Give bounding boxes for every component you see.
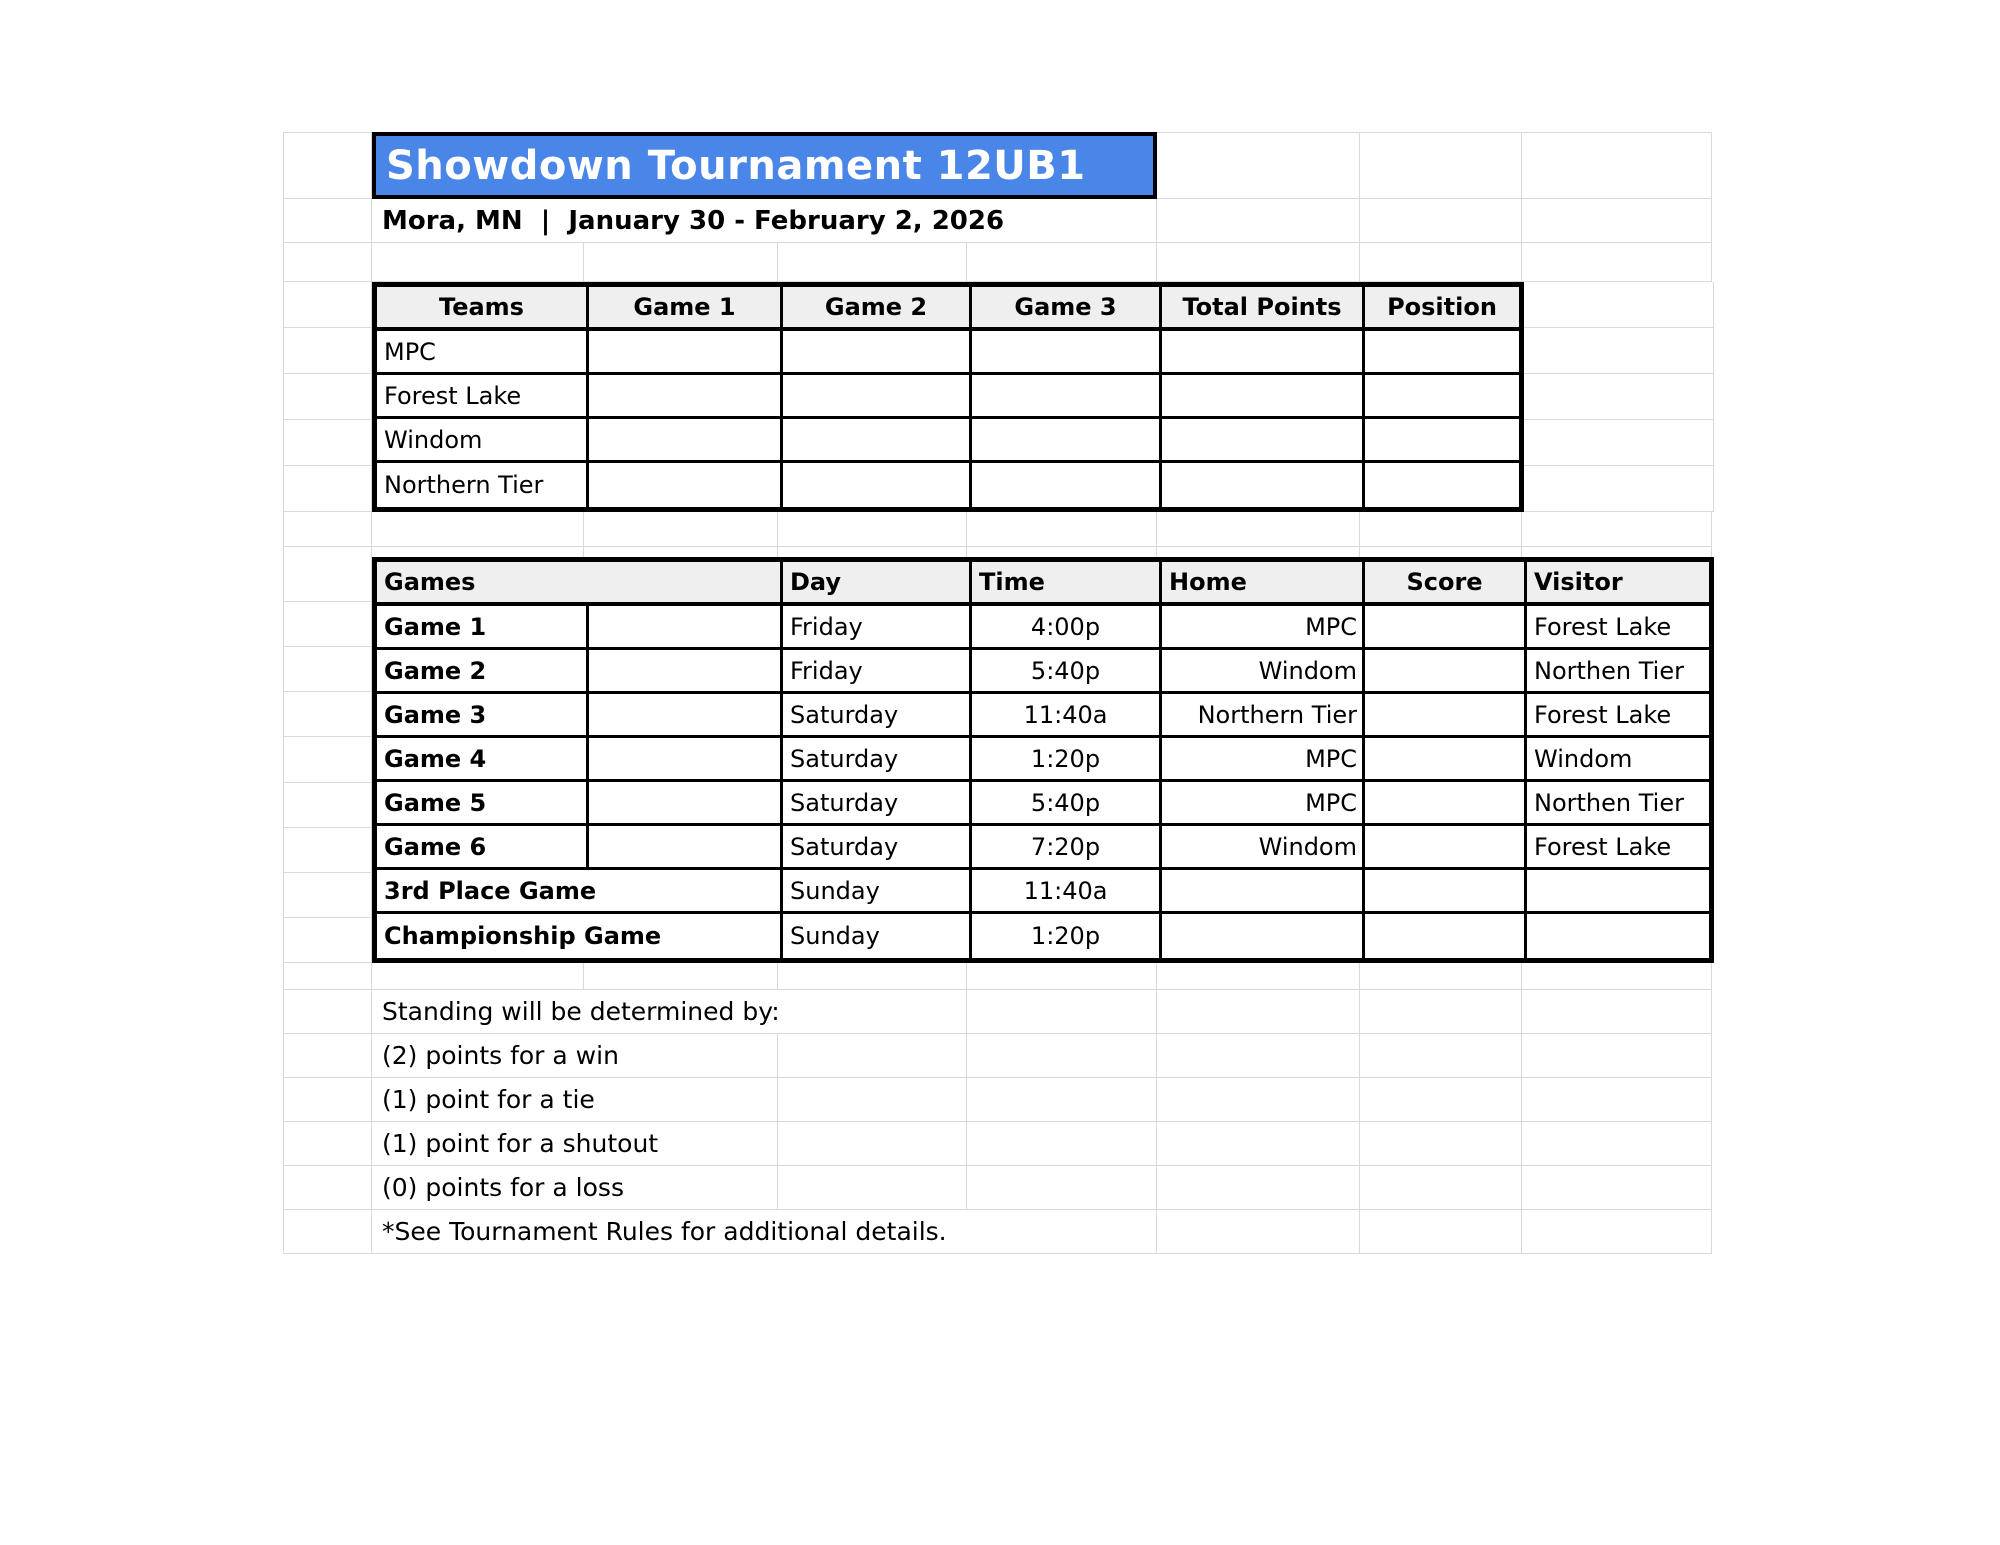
empty-cell [372,512,584,547]
empty-cell [589,782,783,826]
standings-rule-row [283,1034,1714,1078]
column-header-game2: Game 2 [783,287,972,331]
empty-cell [967,1034,1157,1078]
empty-cell [778,1166,967,1210]
standings-heading: Standing will be determined by: [372,990,967,1034]
day-cell: Saturday [783,826,972,870]
empty-cell [778,1122,967,1166]
score-cell [1365,694,1527,738]
empty-cell [1522,1210,1712,1254]
empty-cell [589,606,783,650]
score-entry-cell [972,463,1162,507]
empty-row [283,243,1714,282]
empty-cell [1360,243,1522,282]
empty-cell [283,647,372,692]
empty-cell [1522,1122,1712,1166]
team-row [377,331,1519,375]
empty-cell [1524,282,1714,328]
column-header-time: Time [972,562,1162,606]
game-row [377,826,1709,870]
score-entry-cell [783,331,972,375]
empty-cell [584,243,778,282]
empty-cell [1157,963,1360,990]
team-row [377,375,1519,419]
empty-cell [1360,199,1522,243]
empty-cell [283,1078,372,1122]
empty-cell [1522,199,1712,243]
empty-cell [283,420,372,466]
empty-cell [283,828,372,873]
empty-cell [589,826,783,870]
visitor-cell: Northen Tier [1527,650,1709,694]
empty-cell [589,650,783,694]
empty-cell [1157,990,1360,1034]
empty-cell [1522,1034,1712,1078]
home-cell: Windom [1162,826,1365,870]
home-cell: MPC [1162,782,1365,826]
empty-cell [1524,328,1714,374]
empty-cell [584,512,778,547]
standings-rule-loss: (0) points for a loss [372,1166,778,1210]
empty-cell [967,963,1157,990]
empty-cell [1524,420,1714,466]
empty-cell [1157,547,1360,557]
position-cell [1365,331,1519,375]
empty-cell [1522,1166,1712,1210]
standings-rule-row [283,1078,1714,1122]
empty-cell [1360,990,1522,1034]
visitor-cell [1527,914,1709,958]
empty-cell [584,963,778,990]
position-cell [1365,375,1519,419]
day-cell: Friday [783,606,972,650]
empty-cell [1522,1078,1712,1122]
home-cell: MPC [1162,738,1365,782]
empty-cell [1360,963,1522,990]
home-cell: Windom [1162,650,1365,694]
day-cell: Saturday [783,738,972,782]
game-row [377,606,1709,650]
empty-cell [1522,963,1712,990]
column-header-day: Day [783,562,972,606]
home-cell: Northern Tier [1162,694,1365,738]
score-entry-cell [589,463,783,507]
game-row [377,650,1709,694]
column-header-game3: Game 3 [972,287,1162,331]
empty-cell [283,466,372,512]
empty-cell [1157,1166,1360,1210]
score-entry-cell [972,331,1162,375]
game-row [377,870,1709,914]
empty-cell [283,873,372,918]
standings-rule-row [283,1166,1714,1210]
visitor-cell: Forest Lake [1527,826,1709,870]
standings-rule-tie: (1) point for a tie [372,1078,778,1122]
column-header-position: Position [1365,287,1519,331]
game-row [377,694,1709,738]
empty-cell [283,990,372,1034]
empty-cell [372,547,584,557]
empty-cell [283,557,372,602]
team-row [377,463,1519,507]
empty-cell [283,132,372,199]
home-cell [1162,914,1365,958]
column-header-total-points: Total Points [1162,287,1365,331]
empty-cell [372,243,584,282]
empty-cell [1522,132,1712,199]
game-label-cell: Game 3 [377,694,589,738]
score-entry-cell [589,331,783,375]
standings-rule-win: (2) points for a win [372,1034,778,1078]
empty-cell [589,738,783,782]
game-row [377,782,1709,826]
empty-cell [283,512,372,547]
team-name-cell: Forest Lake [377,375,589,419]
day-cell: Sunday [783,870,972,914]
visitor-cell: Forest Lake [1527,694,1709,738]
empty-cell [283,199,372,243]
game-label-cell: Game 5 [377,782,589,826]
standings-rule-shutout: (1) point for a shutout [372,1122,778,1166]
visitor-cell: Windom [1527,738,1709,782]
empty-cell [283,783,372,828]
score-cell [1365,738,1527,782]
time-cell: 5:40p [972,782,1162,826]
empty-cell [372,963,584,990]
empty-cell [283,1166,372,1210]
teams-header-row [377,287,1519,331]
empty-cell [1157,132,1360,199]
score-cell [1365,782,1527,826]
time-cell: 4:00p [972,606,1162,650]
score-cell [1365,606,1527,650]
sheet-grid [283,132,1714,1254]
empty-cell [1360,1034,1522,1078]
score-cell [1365,914,1527,958]
team-name-cell: Northern Tier [377,463,589,507]
empty-cell [1360,1210,1522,1254]
game-label-cell: Game 4 [377,738,589,782]
game-row [377,738,1709,782]
empty-cell [1157,1034,1360,1078]
score-cell [1365,650,1527,694]
empty-cell [283,602,372,647]
game-label-cell: 3rd Place Game [377,870,783,914]
empty-cell [967,1078,1157,1122]
empty-cell [1524,374,1714,420]
empty-row [283,963,1714,990]
empty-cell [283,243,372,282]
total-points-cell [1162,419,1365,463]
empty-cell [1522,547,1712,557]
empty-cell [967,990,1157,1034]
empty-cell [778,512,967,547]
column-header-visitor: Visitor [1527,562,1709,606]
standings-rule-row [283,1122,1714,1166]
games-header-row [377,562,1709,606]
empty-cell [1360,132,1522,199]
empty-cell [1522,990,1712,1034]
empty-cell [283,963,372,990]
position-cell [1365,419,1519,463]
subtitle-row [283,199,1714,243]
visitor-cell [1527,870,1709,914]
gutter-column [283,282,372,512]
score-entry-cell [972,419,1162,463]
empty-cell [1157,243,1360,282]
tournament-rules-footnote: *See Tournament Rules for additional details. [372,1210,1157,1254]
empty-cell [778,963,967,990]
visitor-cell: Northen Tier [1527,782,1709,826]
column-header-games: Games [377,562,783,606]
empty-cell [1157,199,1360,243]
empty-cell [967,1166,1157,1210]
column-header-home: Home [1162,562,1365,606]
right-gutter-column [1524,282,1714,512]
footnote-row [283,1210,1714,1254]
total-points-cell [1162,331,1365,375]
team-row [377,419,1519,463]
score-entry-cell [972,375,1162,419]
empty-cell [1360,1166,1522,1210]
empty-cell [584,547,778,557]
empty-cell [967,547,1157,557]
score-entry-cell [589,419,783,463]
empty-cell [778,243,967,282]
time-cell: 1:20p [972,914,1162,958]
empty-cell [283,692,372,737]
score-entry-cell [783,419,972,463]
empty-cell [283,737,372,782]
empty-cell [1360,512,1522,547]
games-section [283,557,1714,963]
time-cell: 11:40a [972,870,1162,914]
game-label-cell: Championship Game [377,914,783,958]
title-cell [372,132,1157,199]
time-cell: 11:40a [972,694,1162,738]
standings-heading-row [283,990,1714,1034]
column-header-teams: Teams [377,287,589,331]
empty-cell [1157,1078,1360,1122]
column-header-score: Score [1365,562,1527,606]
empty-cell [283,918,372,963]
subtitle-cell [372,199,1157,243]
empty-cell [1522,512,1712,547]
empty-cell [1360,547,1522,557]
time-cell: 7:20p [972,826,1162,870]
empty-cell [967,243,1157,282]
total-points-cell [1162,375,1365,419]
team-name-cell: MPC [377,331,589,375]
teams-section [283,282,1714,512]
empty-cell [283,547,372,557]
column-header-game1: Game 1 [589,287,783,331]
empty-cell [967,512,1157,547]
game-row [377,914,1709,958]
empty-cell [283,1210,372,1254]
empty-cell [967,1122,1157,1166]
empty-cell [1157,512,1360,547]
subtitle: Mora, MN | January 30 - February 2, 2026 [382,205,1005,236]
team-name-cell: Windom [377,419,589,463]
time-cell: 5:40p [972,650,1162,694]
empty-cell [778,547,967,557]
empty-cell [1157,1210,1360,1254]
empty-cell [1524,466,1714,512]
home-cell: MPC [1162,606,1365,650]
score-entry-cell [783,463,972,507]
title-row [283,132,1714,199]
day-cell: Saturday [783,694,972,738]
day-cell: Saturday [783,782,972,826]
score-entry-cell [783,375,972,419]
page-title: Showdown Tournament 12UB1 [386,142,1086,189]
gutter-column [283,557,372,963]
time-cell: 1:20p [972,738,1162,782]
visitor-cell: Forest Lake [1527,606,1709,650]
empty-cell [283,374,372,420]
empty-cell [283,1034,372,1078]
empty-cell [1360,1078,1522,1122]
score-cell [1365,826,1527,870]
empty-cell [1360,1122,1522,1166]
day-cell: Friday [783,650,972,694]
teams-table [372,282,1524,512]
game-label-cell: Game 1 [377,606,589,650]
empty-cell [1157,1122,1360,1166]
empty-cell [778,1078,967,1122]
empty-cell [283,328,372,374]
score-cell [1365,870,1527,914]
day-cell: Sunday [783,914,972,958]
empty-cell [589,694,783,738]
score-entry-cell [589,375,783,419]
games-table [372,557,1714,963]
empty-cell [283,1122,372,1166]
total-points-cell [1162,463,1365,507]
empty-cell [778,1034,967,1078]
game-label-cell: Game 2 [377,650,589,694]
home-cell [1162,870,1365,914]
game-label-cell: Game 6 [377,826,589,870]
empty-row [283,512,1714,547]
empty-cell [1522,243,1712,282]
empty-cell [283,282,372,328]
position-cell [1365,463,1519,507]
empty-row [283,547,1714,557]
